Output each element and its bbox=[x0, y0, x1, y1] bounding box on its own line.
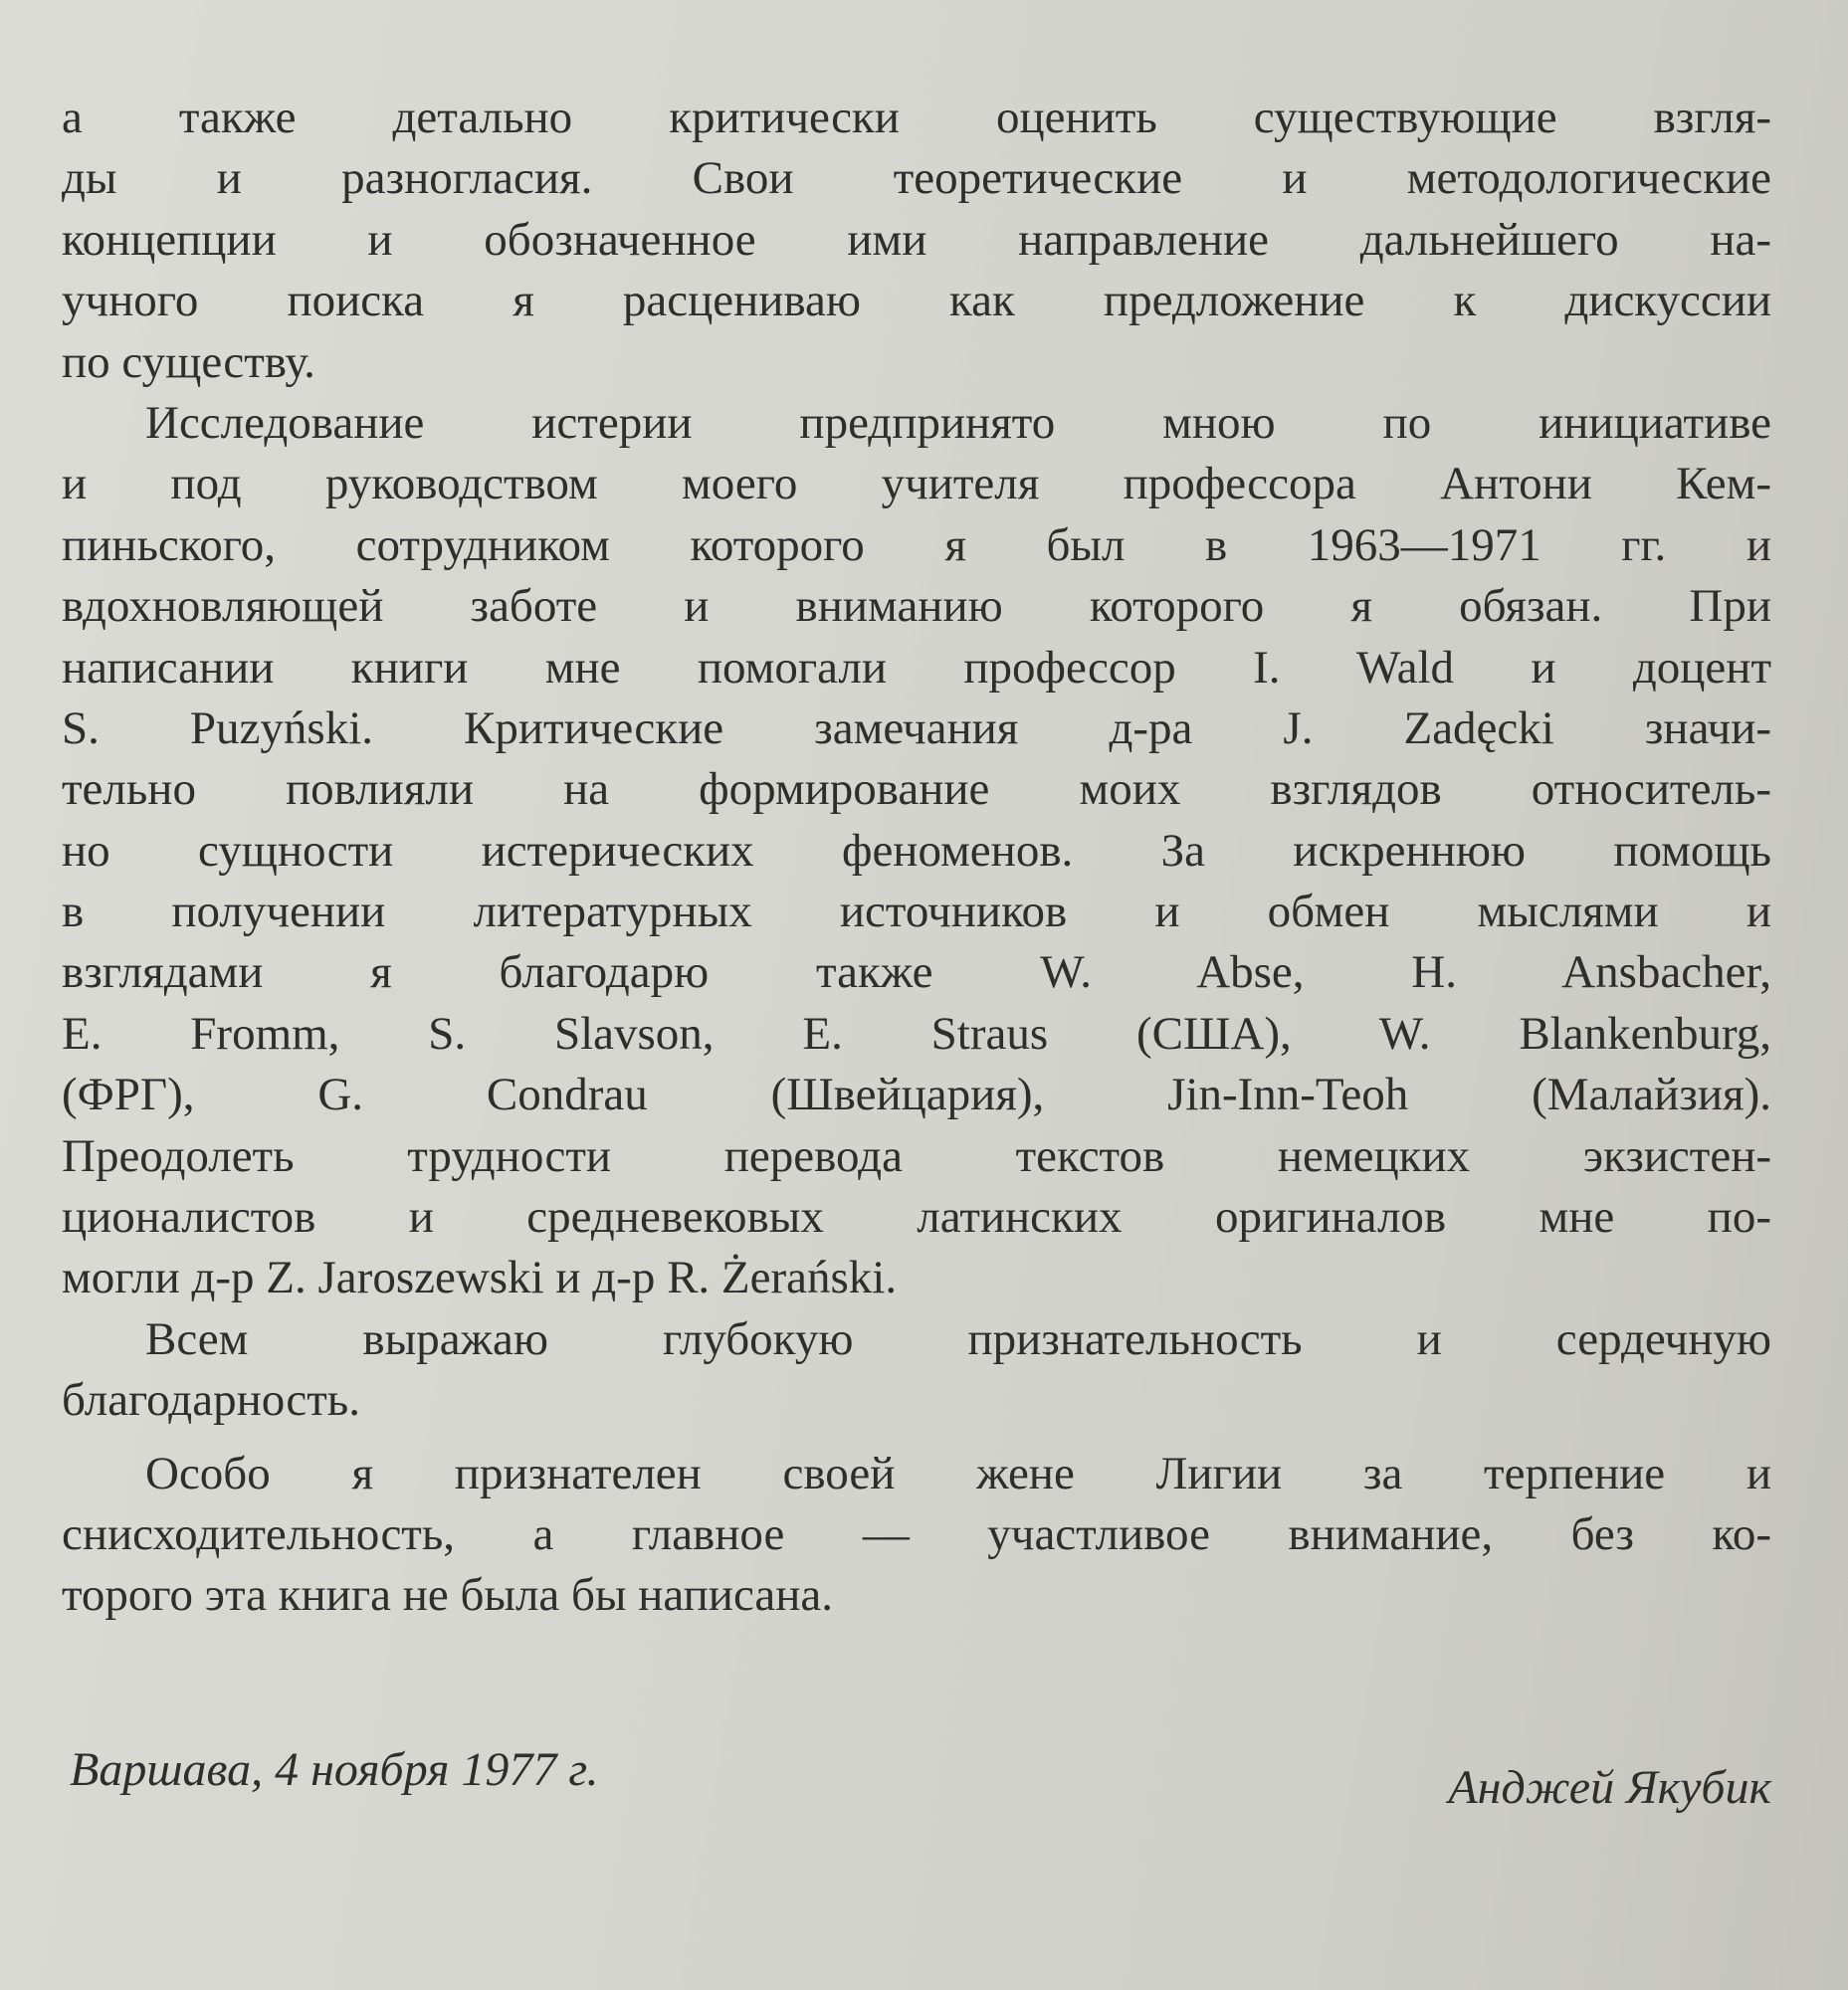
text-line: концепции и обозначенное ими направление дальнейшего на- bbox=[62, 213, 1771, 266]
paragraph-3 bbox=[62, 1309, 1771, 1432]
text-line: Исследование истерии предпринято мною по инициативе bbox=[145, 396, 1771, 449]
signature-block bbox=[62, 1739, 1771, 1814]
text-line: вдохновляющей заботе и вниманию которого я обязан. При bbox=[62, 580, 1771, 633]
text-line: взглядами я благодарю также W. Abse, H. Ansbacher, bbox=[62, 946, 1771, 999]
author-name: Анджей Якубик bbox=[1448, 1761, 1771, 1814]
text-line: Всем выражаю глубокую признательность и сердечную bbox=[145, 1312, 1771, 1365]
text-line: учного поиска я расцениваю как предложение к дискуссии bbox=[62, 275, 1771, 327]
text-line: пиньского, сотрудником которого я был в 1963—1971 гг. и bbox=[62, 518, 1771, 571]
text-line: ционалистов и средневековых латинских оригиналов мне по- bbox=[62, 1191, 1771, 1244]
text-line: в получении литературных источников и обмен мыслями и bbox=[62, 886, 1771, 938]
text-line: написании книги мне помогали профессор I. Wald и доцент bbox=[62, 641, 1771, 694]
text-line: а также детально критически оценить существующие взгля- bbox=[62, 92, 1771, 143]
text-line: торого эта книга не была бы написана. bbox=[62, 1569, 834, 1622]
text-line: могли д-р Z. Jaroszewski и д-р R. Żerański. bbox=[62, 1252, 898, 1304]
text-line: ды и разногласия. Свои теоретические и методологические bbox=[62, 152, 1771, 205]
text-line: Преодолеть трудности перевода текстов немецких экзистен- bbox=[62, 1129, 1771, 1182]
text-line: (ФРГ), G. Condrau (Швейцария), Jin-Inn-Teoh (Малайзия). bbox=[62, 1069, 1771, 1121]
text-line: и под руководством моего учителя профессора Антони Кем- bbox=[62, 458, 1771, 510]
paragraph-4 bbox=[62, 1444, 1771, 1627]
page-text bbox=[62, 88, 1771, 1958]
text-line: но сущности истерических феноменов. За искреннюю помощь bbox=[62, 824, 1771, 877]
text-line: благодарность. bbox=[62, 1374, 360, 1427]
text-line: S. Puzyński. Критические замечания д-ра J. Zadęcki значи- bbox=[62, 701, 1771, 754]
text-line: тельно повлияли на формирование моих взглядов относитель- bbox=[62, 763, 1771, 816]
text-line: снисходительность, а главное — участливое внимание, без ко- bbox=[62, 1507, 1771, 1560]
text-line: E. Fromm, S. Slavson, E. Straus (США), W. Blankenburg, bbox=[62, 1007, 1771, 1060]
text-line: Особо я признателен своей жене Лигии за терпение и bbox=[145, 1447, 1771, 1499]
paragraph-1 bbox=[62, 88, 1771, 393]
place-date: Варшава, 4 ноября 1977 г. bbox=[70, 1743, 599, 1796]
text-line: по существу. bbox=[62, 335, 315, 388]
paragraph-2 bbox=[62, 393, 1771, 1309]
paragraph-gap bbox=[62, 1432, 1771, 1444]
